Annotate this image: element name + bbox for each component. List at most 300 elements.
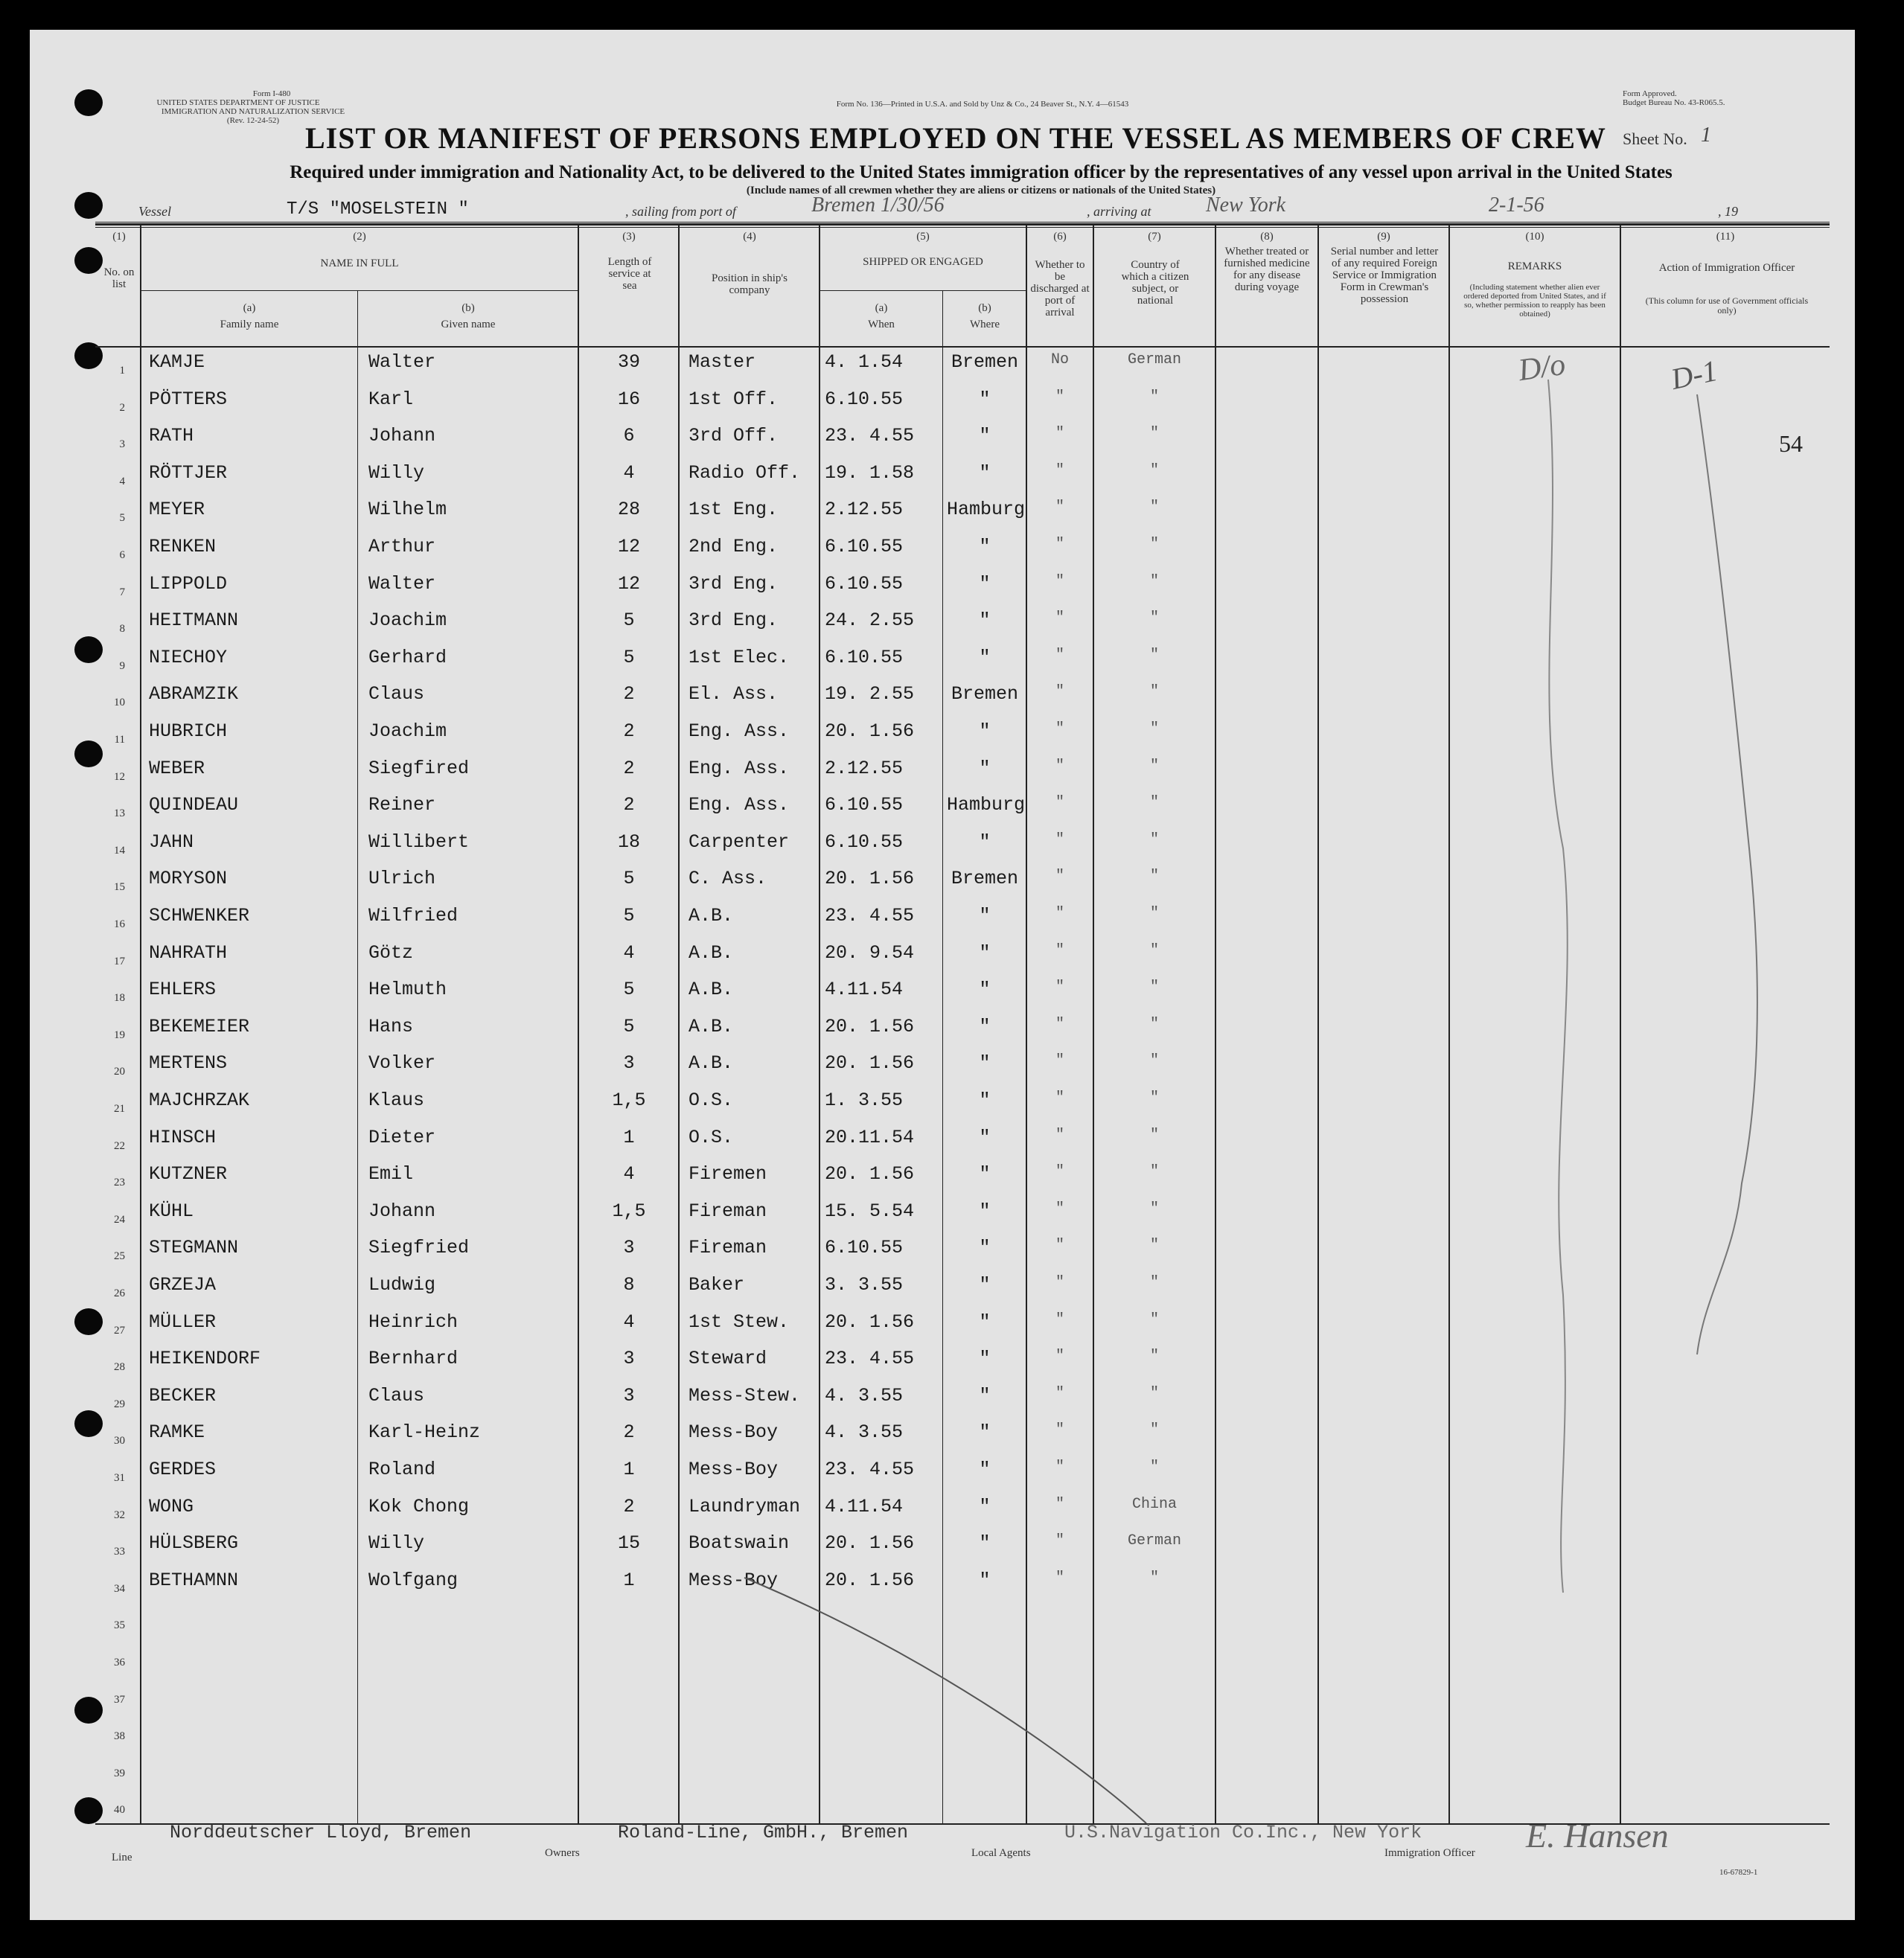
position-cell: Eng. Ass. xyxy=(689,794,790,816)
given-name-cell: Johann xyxy=(368,1200,436,1222)
col10-header: REMARKS xyxy=(1507,260,1562,272)
position-cell: A.B. xyxy=(689,1016,734,1037)
shipped-when-cell: 23. 4.55 xyxy=(825,905,915,927)
col5b-num: (b) xyxy=(978,302,991,314)
row-number: 14 xyxy=(114,845,125,857)
country-cell: China xyxy=(1131,1496,1177,1513)
col5-header: SHIPPED OR ENGAGED xyxy=(863,256,983,268)
country-cell: " xyxy=(1149,758,1159,775)
service-years-cell: 2 xyxy=(623,1421,635,1443)
position-cell: A.B. xyxy=(689,979,734,1000)
shipped-where-cell: " xyxy=(979,1090,991,1111)
col8-header: Whether treated or furnished medicine for any disease during voyage xyxy=(1224,246,1310,293)
service-years-cell: 5 xyxy=(623,905,635,927)
position-cell: O.S. xyxy=(689,1090,734,1111)
family-name-cell: KAMJE xyxy=(149,351,205,373)
family-name-cell: MORYSON xyxy=(149,868,228,889)
row-number: 39 xyxy=(114,1767,125,1779)
col10-num: (10) xyxy=(1525,231,1544,243)
country-cell: " xyxy=(1149,1016,1159,1033)
country-cell: " xyxy=(1149,1127,1159,1144)
country-cell: German xyxy=(1127,1532,1181,1549)
discharge-cell: " xyxy=(1055,1496,1064,1513)
country-cell: " xyxy=(1149,425,1159,442)
discharge-cell: " xyxy=(1055,425,1064,442)
row-number: 22 xyxy=(114,1140,125,1152)
shipped-where-cell: Hamburg xyxy=(947,794,1026,816)
country-cell: " xyxy=(1149,683,1159,700)
service-years-cell: 3 xyxy=(623,1385,635,1407)
row-number: 17 xyxy=(114,956,125,967)
given-name-cell: Götz xyxy=(368,942,414,964)
discharge-cell: " xyxy=(1055,610,1064,627)
shipped-where-cell: " xyxy=(979,1348,991,1369)
shipped-when-cell: 6.10.55 xyxy=(825,1237,904,1258)
shipped-when-cell: 2.12.55 xyxy=(825,499,904,520)
service-years-cell: 5 xyxy=(623,610,635,631)
remarks-mark: D/o xyxy=(1516,347,1568,388)
form-id: Form I-480 xyxy=(252,89,291,98)
family-name-cell: WEBER xyxy=(149,758,205,779)
country-cell: " xyxy=(1149,1237,1159,1254)
position-cell: Eng. Ass. xyxy=(689,720,790,742)
col2b-num: (b) xyxy=(461,302,475,314)
country-cell: " xyxy=(1149,1090,1159,1107)
position-cell: Mess-Boy xyxy=(689,1570,779,1591)
service-years-cell: 18 xyxy=(617,831,640,853)
row-number: 1 xyxy=(119,365,125,377)
row-number: 40 xyxy=(114,1804,125,1816)
shipped-when-cell: 23. 4.55 xyxy=(825,425,915,447)
shipped-where-cell: " xyxy=(979,1496,991,1517)
shipped-when-cell: 20. 9.54 xyxy=(825,942,915,964)
family-name-cell: BETHAMNN xyxy=(149,1570,239,1591)
country-cell: " xyxy=(1149,1052,1159,1069)
agents-value: U.S.Navigation Co.Inc., New York xyxy=(1064,1822,1422,1843)
col5a-header: When xyxy=(868,319,895,330)
row-number: 9 xyxy=(119,660,125,672)
shipped-where-cell: " xyxy=(979,573,991,595)
col2-header: NAME IN FULL xyxy=(320,257,399,269)
row-number: 4 xyxy=(119,476,125,487)
position-cell: Mess-Boy xyxy=(689,1459,779,1480)
discharge-cell: " xyxy=(1055,1090,1064,1107)
family-name-cell: WONG xyxy=(149,1496,194,1517)
family-name-cell: BECKER xyxy=(149,1385,217,1407)
row-number: 37 xyxy=(114,1694,125,1706)
country-cell: " xyxy=(1149,610,1159,627)
service-years-cell: 4 xyxy=(623,1163,635,1185)
family-name-cell: SCHWENKER xyxy=(149,905,250,927)
family-name-cell: RATH xyxy=(149,425,194,447)
action-mark: D-1 xyxy=(1668,353,1721,396)
shipped-when-cell: 19. 2.55 xyxy=(825,683,915,705)
shipped-when-cell: 4. 3.55 xyxy=(825,1385,904,1407)
row-number: 30 xyxy=(114,1435,125,1447)
discharge-cell: " xyxy=(1055,831,1064,848)
given-name-cell: Volker xyxy=(368,1052,436,1074)
shipped-where-cell: " xyxy=(979,979,991,1000)
row-number: 7 xyxy=(119,586,125,598)
service-years-cell: 15 xyxy=(617,1532,640,1554)
vessel-label: Vessel xyxy=(138,204,171,219)
col2a-header: Family name xyxy=(220,319,279,330)
discharge-cell: " xyxy=(1055,1459,1064,1476)
sheet-label: Sheet No. xyxy=(1623,129,1687,148)
position-cell: 1st Eng. xyxy=(689,499,779,520)
row-number: 13 xyxy=(114,807,125,819)
discharge-cell: " xyxy=(1055,868,1064,885)
given-name-cell: Hans xyxy=(368,1016,414,1037)
family-name-cell: KÜHL xyxy=(149,1200,194,1222)
shipped-where-cell: " xyxy=(979,1385,991,1407)
family-name-cell: HUBRICH xyxy=(149,720,228,742)
discharge-cell: " xyxy=(1055,573,1064,590)
row-number: 26 xyxy=(114,1287,125,1299)
shipped-when-cell: 2.12.55 xyxy=(825,758,904,779)
shipped-where-cell: " xyxy=(979,1127,991,1148)
shipped-when-cell: 4.11.54 xyxy=(825,979,904,1000)
col4-num: (4) xyxy=(743,231,756,243)
shipped-where-cell: " xyxy=(979,1459,991,1480)
service-years-cell: 3 xyxy=(623,1237,635,1258)
position-cell: 1st Stew. xyxy=(689,1311,790,1333)
country-cell: " xyxy=(1149,1311,1159,1328)
include-note: (Include names of all crewmen whether they are aliens or citizens or nationals of the United States) xyxy=(746,185,1216,196)
country-cell: " xyxy=(1149,1421,1159,1439)
row-number: 10 xyxy=(114,697,125,708)
row-number: 31 xyxy=(114,1472,125,1484)
shipped-when-cell: 20. 1.56 xyxy=(825,1016,915,1037)
row-number: 8 xyxy=(119,623,125,635)
row-number: 35 xyxy=(114,1619,125,1631)
position-cell: Boatswain xyxy=(689,1532,790,1554)
discharge-cell: " xyxy=(1055,1127,1064,1144)
agency-line2: IMMIGRATION AND NATURALIZATION SERVICE xyxy=(161,107,345,116)
family-name-cell: RÖTTJER xyxy=(149,462,228,484)
country-cell: " xyxy=(1149,1163,1159,1180)
row-number: 19 xyxy=(114,1029,125,1041)
sheet-number: 1 xyxy=(1701,124,1711,147)
owners-label: Owners xyxy=(545,1847,580,1859)
family-name-cell: MEYER xyxy=(149,499,205,520)
shipped-where-cell: " xyxy=(979,1052,991,1074)
shipped-when-cell: 19. 1.58 xyxy=(825,462,915,484)
col5-num: (5) xyxy=(916,231,930,243)
row-number: 32 xyxy=(114,1509,125,1521)
given-name-cell: Klaus xyxy=(368,1090,425,1111)
shipped-where-cell: " xyxy=(979,1200,991,1222)
service-years-cell: 4 xyxy=(623,942,635,964)
row-number: 16 xyxy=(114,918,125,930)
given-name-cell: Gerhard xyxy=(368,647,447,668)
service-years-cell: 1 xyxy=(623,1459,635,1480)
position-cell: Radio Off. xyxy=(689,462,801,484)
discharge-cell: " xyxy=(1055,979,1064,996)
family-name-cell: MERTENS xyxy=(149,1052,228,1074)
position-cell: 2nd Eng. xyxy=(689,536,779,557)
position-cell: A.B. xyxy=(689,905,734,927)
position-cell: C. Ass. xyxy=(689,868,767,889)
discharge-cell: " xyxy=(1055,1274,1064,1291)
shipped-where-cell: " xyxy=(979,720,991,742)
family-name-cell: RENKEN xyxy=(149,536,217,557)
agency-line1: UNITED STATES DEPARTMENT OF JUSTICE xyxy=(156,98,320,107)
country-cell: " xyxy=(1149,1274,1159,1291)
country-cell: German xyxy=(1127,351,1181,368)
service-years-cell: 2 xyxy=(623,794,635,816)
shipped-when-cell: 24. 2.55 xyxy=(825,610,915,631)
shipped-where-cell: " xyxy=(979,831,991,853)
row-number: 24 xyxy=(114,1214,125,1226)
col9-header: Serial number and letter of any required Foreign Service or Immigration Form in Crewman's possession xyxy=(1330,246,1439,305)
family-name-cell: JAHN xyxy=(149,831,194,853)
discharge-cell: " xyxy=(1055,1200,1064,1218)
row-number: 12 xyxy=(114,771,125,783)
discharge-cell: " xyxy=(1055,1311,1064,1328)
family-name-cell: LIPPOLD xyxy=(149,573,228,595)
discharge-cell: " xyxy=(1055,1016,1064,1033)
service-years-cell: 5 xyxy=(623,868,635,889)
service-years-cell: 3 xyxy=(623,1348,635,1369)
shipped-when-cell: 20. 1.56 xyxy=(825,1532,915,1554)
position-cell: A.B. xyxy=(689,942,734,964)
year-label: , 19 xyxy=(1718,204,1738,219)
shipped-where-cell: " xyxy=(979,610,991,631)
position-cell: 1st Off. xyxy=(689,388,779,410)
service-years-cell: 28 xyxy=(617,499,640,520)
discharge-cell: " xyxy=(1055,462,1064,479)
service-years-cell: 5 xyxy=(623,1016,635,1037)
given-name-cell: Claus xyxy=(368,1385,425,1407)
budget-bureau: Budget Bureau No. 43-R065.5. xyxy=(1623,98,1725,107)
col7-header: Country of which a citizen subject, or national xyxy=(1121,259,1189,307)
col11-note: (This column for use of Government officials only) xyxy=(1645,295,1809,316)
family-name-cell: HINSCH xyxy=(149,1127,217,1148)
shipped-when-cell: 6.10.55 xyxy=(825,388,904,410)
officer-signature: E. Hansen xyxy=(1526,1817,1669,1855)
position-cell: 1st Elec. xyxy=(689,647,790,668)
shipped-when-cell: 4. 3.55 xyxy=(825,1421,904,1443)
form-revision: (Rev. 12-24-52) xyxy=(226,116,280,125)
country-cell: " xyxy=(1149,905,1159,922)
family-name-cell: NAHRATH xyxy=(149,942,228,964)
service-years-cell: 1 xyxy=(623,1570,635,1591)
given-name-cell: Wolfgang xyxy=(368,1570,459,1591)
given-name-cell: Joachim xyxy=(368,720,447,742)
given-name-cell: Siegfried xyxy=(368,1237,470,1258)
row-number: 11 xyxy=(114,734,125,746)
given-name-cell: Willibert xyxy=(368,831,470,853)
row-number: 25 xyxy=(114,1250,125,1262)
discharge-cell: " xyxy=(1055,794,1064,811)
shipped-where-cell: " xyxy=(979,462,991,484)
country-cell: " xyxy=(1149,462,1159,479)
position-cell: Baker xyxy=(689,1274,745,1296)
shipped-where-cell: " xyxy=(979,1570,991,1591)
shipped-where-cell: " xyxy=(979,388,991,410)
arrival-date: 2-1-56 xyxy=(1489,193,1544,217)
discharge-cell: " xyxy=(1055,536,1064,553)
position-cell: Mess-Stew. xyxy=(689,1385,801,1407)
discharge-cell: " xyxy=(1055,1348,1064,1365)
pencil-strokes xyxy=(30,30,1855,1920)
shipped-when-cell: 20. 1.56 xyxy=(825,1163,915,1185)
col11-header: Action of Immigration Officer xyxy=(1658,262,1795,274)
country-cell: " xyxy=(1149,831,1159,848)
country-cell: " xyxy=(1149,979,1159,996)
shipped-when-cell: 20. 1.56 xyxy=(825,1570,915,1591)
service-years-cell: 2 xyxy=(623,720,635,742)
service-years-cell: 12 xyxy=(617,536,640,557)
shipped-when-cell: 6.10.55 xyxy=(825,831,904,853)
service-years-cell: 39 xyxy=(617,351,640,373)
row-number: 29 xyxy=(114,1398,125,1410)
row-number: 18 xyxy=(114,992,125,1004)
shipped-where-cell: " xyxy=(979,647,991,668)
position-cell: Eng. Ass. xyxy=(689,758,790,779)
country-cell: " xyxy=(1149,388,1159,406)
page-title: LIST OR MANIFEST OF PERSONS EMPLOYED ON THE VESSEL AS MEMBERS OF CREW xyxy=(305,121,1606,155)
row-number: 36 xyxy=(114,1657,125,1669)
position-cell: El. Ass. xyxy=(689,683,779,705)
family-name-cell: RAMKE xyxy=(149,1421,205,1443)
manifest-sheet xyxy=(30,30,1855,1920)
family-name-cell: KUTZNER xyxy=(149,1163,228,1185)
shipped-when-cell: 23. 4.55 xyxy=(825,1348,915,1369)
shipped-when-cell: 1. 3.55 xyxy=(825,1090,904,1111)
given-name-cell: Karl-Heinz xyxy=(368,1421,481,1443)
discharge-cell: " xyxy=(1055,1385,1064,1402)
col6-num: (6) xyxy=(1053,231,1067,243)
given-name-cell: Ulrich xyxy=(368,868,436,889)
vessel-name: T/S "MOSELSTEIN " xyxy=(287,199,469,220)
row-number: 33 xyxy=(114,1546,125,1558)
discharge-cell: " xyxy=(1055,1163,1064,1180)
given-name-cell: Ludwig xyxy=(368,1274,436,1296)
position-cell: Master xyxy=(689,351,756,373)
col5b-header: Where xyxy=(970,319,1000,330)
country-cell: " xyxy=(1149,647,1159,664)
position-cell: Laundryman xyxy=(689,1496,801,1517)
col2b-header: Given name xyxy=(441,319,496,330)
given-name-cell: Bernhard xyxy=(368,1348,459,1369)
service-years-cell: 12 xyxy=(617,573,640,595)
agents-label: Local Agents xyxy=(971,1847,1031,1859)
arriving-label: , arriving at xyxy=(1087,204,1151,219)
country-cell: " xyxy=(1149,1459,1159,1476)
row-number: 34 xyxy=(114,1583,125,1595)
given-name-cell: Siegfired xyxy=(368,758,470,779)
col5a-num: (a) xyxy=(875,302,888,314)
discharge-cell: " xyxy=(1055,1570,1064,1587)
given-name-cell: Reiner xyxy=(368,794,436,816)
service-years-cell: 2 xyxy=(623,1496,635,1517)
country-cell: " xyxy=(1149,499,1159,516)
col6-header: Whether to be discharged at port of arrival xyxy=(1030,259,1090,319)
col2a-num: (a) xyxy=(243,302,256,314)
given-name-cell: Roland xyxy=(368,1459,436,1480)
shipped-where-cell: " xyxy=(979,1311,991,1333)
col3-header: Length of service at sea xyxy=(607,256,652,292)
given-name-cell: Walter xyxy=(368,351,436,373)
family-name-cell: EHLERS xyxy=(149,979,217,1000)
given-name-cell: Karl xyxy=(368,388,414,410)
given-name-cell: Kok Chong xyxy=(368,1496,470,1517)
shipped-when-cell: 20. 1.56 xyxy=(825,1311,915,1333)
shipped-when-cell: 6.10.55 xyxy=(825,573,904,595)
given-name-cell: Wilhelm xyxy=(368,499,447,520)
family-name-cell: GERDES xyxy=(149,1459,217,1480)
family-name-cell: HEITMANN xyxy=(149,610,239,631)
line-value: Norddeutscher Lloyd, Bremen xyxy=(170,1822,472,1843)
family-name-cell: HEIKENDORF xyxy=(149,1348,261,1369)
col2-num: (2) xyxy=(353,231,366,243)
given-name-cell: Wilfried xyxy=(368,905,459,927)
given-name-cell: Willy xyxy=(368,1532,425,1554)
subtitle: Required under immigration and Nationality Act, to be delivered to the United States immigration officer by the representatives of any vessel upon arrival in the United States xyxy=(290,162,1673,182)
col1-num: (1) xyxy=(112,231,126,243)
shipped-where-cell: " xyxy=(979,1016,991,1037)
row-number: 23 xyxy=(114,1177,125,1188)
country-cell: " xyxy=(1149,536,1159,553)
family-name-cell: GRZEJA xyxy=(149,1274,217,1296)
shipped-when-cell: 3. 3.55 xyxy=(825,1274,904,1296)
shipped-where-cell: " xyxy=(979,536,991,557)
form-code: 16-67829-1 xyxy=(1719,1868,1758,1877)
owners-value: Roland-Line, GmbH., Bremen xyxy=(618,1822,909,1843)
given-name-cell: Helmuth xyxy=(368,979,447,1000)
position-cell: Firemen xyxy=(689,1163,767,1185)
family-name-cell: MAJCHRZAK xyxy=(149,1090,250,1111)
position-cell: Fireman xyxy=(689,1200,767,1222)
country-cell: " xyxy=(1149,868,1159,885)
row-number: 20 xyxy=(114,1066,125,1078)
country-cell: " xyxy=(1149,1348,1159,1365)
shipped-when-cell: 6.10.55 xyxy=(825,647,904,668)
given-name-cell: Walter xyxy=(368,573,436,595)
row-number: 2 xyxy=(119,402,125,414)
service-years-cell: 8 xyxy=(623,1274,635,1296)
position-cell: 3rd Eng. xyxy=(689,610,779,631)
position-cell: A.B. xyxy=(689,1052,734,1074)
service-years-cell: 2 xyxy=(623,758,635,779)
row-number: 28 xyxy=(114,1361,125,1373)
discharge-cell: " xyxy=(1055,1532,1064,1549)
service-years-cell: 1,5 xyxy=(612,1200,646,1222)
shipped-where-cell: Bremen xyxy=(951,351,1018,373)
shipped-when-cell: 6.10.55 xyxy=(825,794,904,816)
service-years-cell: 4 xyxy=(623,462,635,484)
position-cell: O.S. xyxy=(689,1127,734,1148)
col4-header: Position in ship's company xyxy=(712,272,788,296)
service-years-cell: 1,5 xyxy=(612,1090,646,1111)
discharge-cell: " xyxy=(1055,942,1064,959)
service-years-cell: 5 xyxy=(623,979,635,1000)
family-name-cell: ABRAMZIK xyxy=(149,683,239,705)
country-cell: " xyxy=(1149,1385,1159,1402)
officer-label: Immigration Officer xyxy=(1384,1847,1475,1859)
discharge-cell: " xyxy=(1055,499,1064,516)
discharge-cell: " xyxy=(1055,647,1064,664)
service-years-cell: 1 xyxy=(623,1127,635,1148)
shipped-when-cell: 15. 5.54 xyxy=(825,1200,915,1222)
shipped-where-cell: " xyxy=(979,1421,991,1443)
service-years-cell: 6 xyxy=(623,425,635,447)
position-cell: Carpenter xyxy=(689,831,790,853)
shipped-when-cell: 20. 1.56 xyxy=(825,720,915,742)
col10-note: (Including statement whether alien ever ordered deported from United States, and if so, whether permission to reapply has been obtained) xyxy=(1463,283,1606,319)
